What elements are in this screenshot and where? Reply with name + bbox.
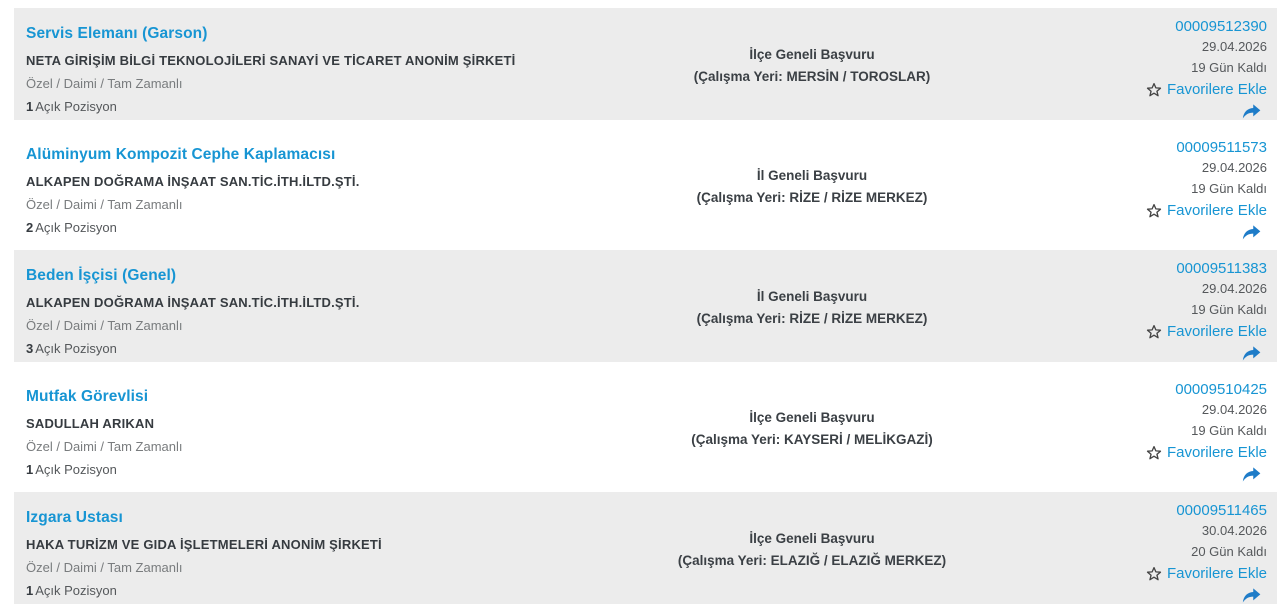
favorite-button[interactable] — [1146, 442, 1267, 464]
share-button[interactable] — [1242, 467, 1261, 487]
employment-type: Özel / Daimi / Tam Zamanlı — [26, 76, 183, 91]
employment-type: Özel / Daimi / Tam Zamanlı — [26, 197, 183, 212]
favorite-label: Favorilere Ekle — [1166, 565, 1267, 582]
job-row — [14, 371, 1277, 483]
favorite-button[interactable] — [1146, 79, 1267, 101]
deadline-date: 29.04.2026 — [1201, 160, 1267, 175]
share-button[interactable] — [1242, 346, 1261, 366]
days-left: 19 Gün Kaldı — [1191, 422, 1267, 438]
open-positions-label: Açık Pozisyon — [35, 583, 117, 598]
job-title-link[interactable]: Izgara Ustası — [26, 509, 123, 526]
open-positions — [26, 220, 572, 235]
company-name: ALKAPEN DOĞRAMA İNŞAAT SAN.TİC.İTH.İLTD.ŞTİ. — [26, 174, 360, 189]
job-title-link[interactable]: Mutfak Görevlisi — [26, 388, 149, 405]
open-positions — [26, 583, 572, 598]
job-summary — [26, 16, 572, 112]
application-info — [572, 16, 1052, 112]
listing-id[interactable]: 00009512390 — [1175, 18, 1267, 35]
workplace: (Çalışma Yeri: RİZE / RİZE MERKEZ) — [696, 190, 928, 205]
job-title-link[interactable]: Alüminyum Kompozit Cephe Kaplamacısı — [26, 146, 336, 163]
company-name: NETA GİRİŞİM BİLGİ TEKNOLOJİLERİ SANAYİ VE TİCARET ANONİM ŞİRKETİ — [26, 53, 516, 68]
application-scope: İlçe Geneli Başvuru — [749, 410, 875, 425]
employment-type: Özel / Daimi / Tam Zamanlı — [26, 560, 183, 575]
job-title-link[interactable]: Beden İşçisi (Genel) — [26, 267, 177, 284]
star-outline-icon — [1146, 82, 1162, 98]
favorite-label: Favorilere Ekle — [1166, 81, 1267, 98]
job-row — [14, 129, 1277, 241]
listing-meta — [1052, 379, 1267, 475]
listing-id[interactable]: 00009511465 — [1176, 502, 1267, 519]
workplace: (Çalışma Yeri: ELAZIĞ / ELAZIĞ MERKEZ) — [677, 553, 947, 568]
open-positions-label: Açık Pozisyon — [35, 220, 117, 235]
open-positions — [26, 99, 572, 114]
share-forward-icon — [1242, 467, 1261, 487]
job-summary — [26, 379, 572, 475]
favorite-label: Favorilere Ekle — [1166, 444, 1267, 461]
favorite-button[interactable] — [1146, 563, 1267, 585]
star-outline-icon — [1146, 324, 1162, 340]
open-positions — [26, 341, 572, 356]
open-positions-label: Açık Pozisyon — [35, 341, 117, 356]
listing-id[interactable]: 00009511573 — [1176, 139, 1267, 156]
open-positions — [26, 462, 572, 477]
deadline-date: 29.04.2026 — [1201, 39, 1267, 54]
job-row — [14, 492, 1277, 604]
application-scope: İl Geneli Başvuru — [756, 289, 868, 304]
listing-meta — [1052, 258, 1267, 354]
application-info — [572, 379, 1052, 475]
star-outline-icon — [1146, 445, 1162, 461]
share-button[interactable] — [1242, 225, 1261, 245]
share-forward-icon — [1242, 225, 1261, 245]
company-name: HAKA TURİZM VE GIDA İŞLETMELERİ ANONİM ŞİRKETİ — [26, 537, 382, 552]
favorite-label: Favorilere Ekle — [1166, 323, 1267, 340]
days-left: 20 Gün Kaldı — [1191, 543, 1267, 559]
share-button[interactable] — [1242, 104, 1261, 124]
open-positions-count: 1 — [26, 99, 34, 114]
employment-type: Özel / Daimi / Tam Zamanlı — [26, 439, 183, 454]
listing-meta — [1052, 137, 1267, 233]
application-scope: İl Geneli Başvuru — [756, 168, 868, 183]
share-forward-icon — [1242, 104, 1261, 124]
employment-type: Özel / Daimi / Tam Zamanlı — [26, 318, 183, 333]
open-positions-count: 3 — [26, 341, 34, 356]
open-positions-label: Açık Pozisyon — [35, 462, 117, 477]
star-outline-icon — [1146, 566, 1162, 582]
company-name: ALKAPEN DOĞRAMA İNŞAAT SAN.TİC.İTH.İLTD.ŞTİ. — [26, 295, 360, 310]
deadline-date: 30.04.2026 — [1201, 523, 1267, 538]
favorite-button[interactable] — [1146, 200, 1267, 222]
share-forward-icon — [1242, 346, 1261, 366]
favorite-label: Favorilere Ekle — [1166, 202, 1267, 219]
workplace: (Çalışma Yeri: MERSİN / TOROSLAR) — [693, 69, 931, 84]
job-summary — [26, 500, 572, 596]
application-info — [572, 258, 1052, 354]
listing-meta — [1052, 500, 1267, 596]
application-scope: İlçe Geneli Başvuru — [749, 47, 875, 62]
share-button[interactable] — [1242, 588, 1261, 608]
job-summary — [26, 258, 572, 354]
star-outline-icon — [1146, 203, 1162, 219]
listing-id[interactable]: 00009511383 — [1176, 260, 1267, 277]
share-forward-icon — [1242, 588, 1261, 608]
job-row — [14, 8, 1277, 120]
application-info — [572, 137, 1052, 233]
deadline-date: 29.04.2026 — [1201, 281, 1267, 296]
application-info — [572, 500, 1052, 596]
job-summary — [26, 137, 572, 233]
application-scope: İlçe Geneli Başvuru — [749, 531, 875, 546]
job-title-link[interactable]: Servis Elemanı (Garson) — [26, 25, 208, 42]
deadline-date: 29.04.2026 — [1201, 402, 1267, 417]
open-positions-count: 1 — [26, 583, 34, 598]
favorite-button[interactable] — [1146, 321, 1267, 343]
days-left: 19 Gün Kaldı — [1191, 301, 1267, 317]
company-name: SADULLAH ARIKAN — [26, 416, 155, 431]
workplace: (Çalışma Yeri: KAYSERİ / MELİKGAZİ) — [691, 432, 933, 447]
workplace: (Çalışma Yeri: RİZE / RİZE MERKEZ) — [696, 311, 928, 326]
days-left: 19 Gün Kaldı — [1191, 59, 1267, 75]
days-left: 19 Gün Kaldı — [1191, 180, 1267, 196]
open-positions-count: 1 — [26, 462, 34, 477]
listing-id[interactable]: 00009510425 — [1175, 381, 1267, 398]
listing-meta — [1052, 16, 1267, 112]
open-positions-label: Açık Pozisyon — [35, 99, 117, 114]
open-positions-count: 2 — [26, 220, 34, 235]
job-row — [14, 250, 1277, 362]
